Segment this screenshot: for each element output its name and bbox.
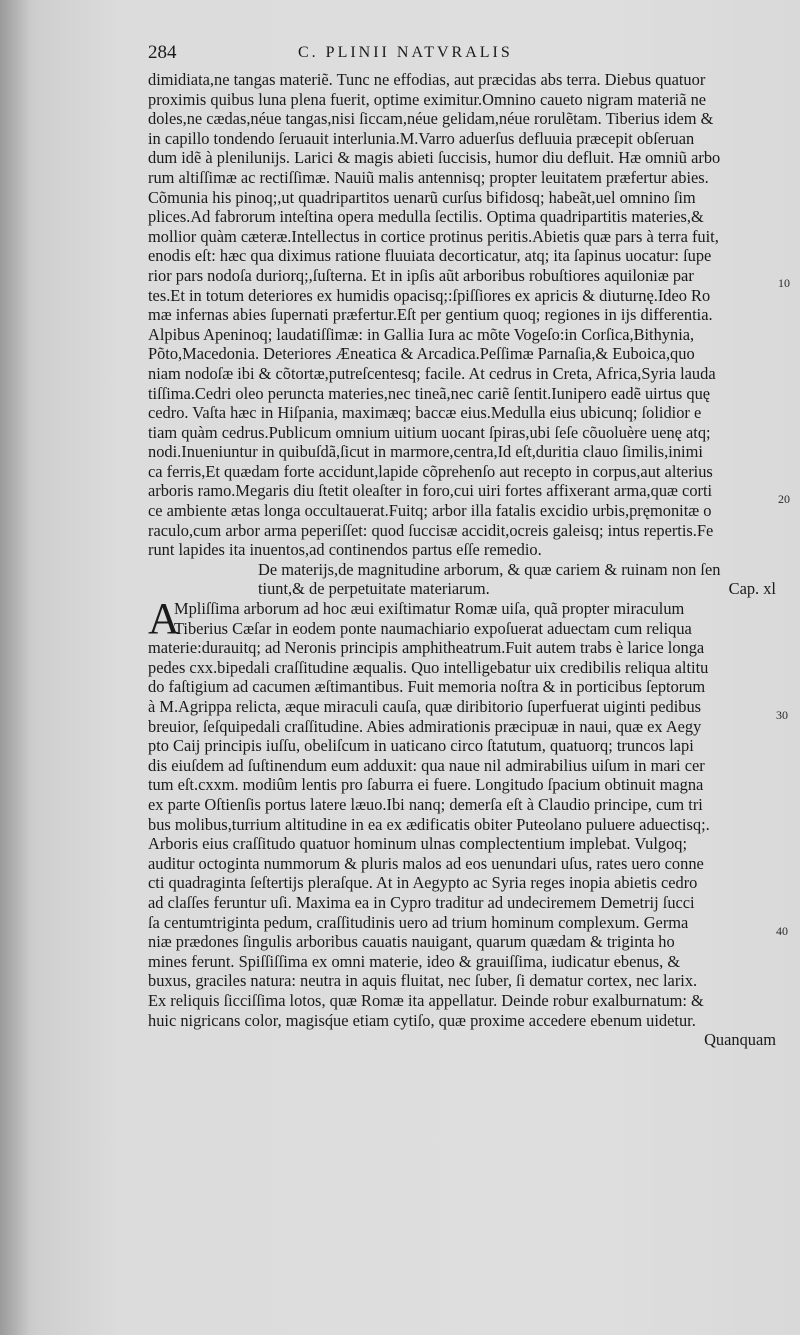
- text-line: bus molibus,turrium altitudine in ea ex ædificatis obiter Puteolano puluere aduectisq;.: [148, 814, 710, 834]
- text-line: dis eiuſdem ad ſuſtinendum eum adduxit: qua naue nil admirabilius uiſum in mari cer: [148, 755, 705, 775]
- text-line: nodi.Inueniuntur in quibuſdã,ſicut in marmore,centra,Id eſt,duritia clauo ſimilis,inimi: [148, 442, 703, 462]
- text-line: Põto,Macedonia. Deteriores Æneatica & Arcadica.Peſſimæ Parnaſia,& Euboica,quo: [148, 344, 695, 364]
- text-line: cedro. Vaſta hæc in Hiſpania, maximæq; baccæ eius.Medulla eius ubicunq; ſolidior e: [148, 403, 702, 423]
- text-line: proximis quibus luna plena fuerit, optime eximitur.Omnino caueto nigram materiã ne: [148, 89, 707, 109]
- catchword: Quanquam: [704, 1030, 776, 1050]
- chapter-heading-line: tiunt,& de perpetuitate materiarum.: [258, 579, 490, 599]
- text-line: ex parte Oſtienſis portus latere læuo.Ibi nanq; demerſa eſt à Claudio principe, cum tri: [148, 794, 703, 814]
- running-title: C. PLINII NATVRALIS: [298, 44, 513, 61]
- text-line: materie:durauitq; ad Neronis principis amphitheatrum.Fuit autem trabs è larice longa: [148, 638, 705, 658]
- text-line: niam nodoſæ ibi & cõtortæ,putreſcentesq; facile. At cedrus in Creta, Africa,Syria lauda: [148, 363, 716, 383]
- text-line: mæ infernas abies ſupernati præfertur.Eſt per gentium quoq; regiones in ijs differentia.: [148, 305, 713, 325]
- chapter-paragraph: [148, 638, 788, 1030]
- text-line: raculo,cum arbor arma peperiſſet: quod ſuccisæ accidit,ocreis galeisq; intus repertis.Fe: [148, 520, 714, 540]
- chapter-opening: [148, 594, 788, 644]
- text-line: tes.Et in totum deteriores ex humidis opacisq;:ſpiſſiores ex apricis & diuturnę.Ideo Ro: [148, 285, 711, 305]
- text-line: tiſſima.Cedri oleo peruncta materies,nec tineã,nec cariẽ ſentit.Iunipero eadẽ uirtus quę: [148, 383, 711, 403]
- margin-line-number: 40: [776, 924, 788, 938]
- text-line: Arboris eius craſſitudo quatuor hominum ulnas complectentium implebat. Vulgoq;: [148, 834, 688, 854]
- text-line: rum altiſſimæ ac rectiſſimæ. Nauiũ malis antennisq; propter leuitatem præfertur abies.: [148, 167, 709, 187]
- text-line: pedes cxx.bipedali craſſitudine æqualis. Quo intelligebatur uix credibilis reliqua altitu: [148, 657, 709, 677]
- text-line: ca ferris,Et quædam forte accidunt,lapide cõprehenſo aut recepto in corpus,aut alterius: [148, 461, 713, 481]
- text-line: doles,ne cædas,néue tangas,nisi ſiccam,néue gelidam,néue rorulẽtam. Tiberius idem &: [148, 109, 714, 129]
- text-line: mollior quàm cæteræ.Intellectus in cortice protinus peritis.Abietis quæ pars à terra fuit,: [148, 226, 719, 246]
- text-line: arboris ramo.Megaris diu ſtetit oleaſter in foro,cui uiri fortes affixerant arma,quæ corti: [148, 481, 713, 501]
- text-line: huic nigricans color, magisq́ue etiam cytiſo, quæ proxime accedere ebenum uidetur.: [148, 1010, 696, 1030]
- text-line: buxus, graciles natura: neutra in aquis fluitat, nec ſuber, ſi dematur cortex, nec larix.: [148, 971, 698, 991]
- text-line: do faſtigium ad cacumen æſtimantibus. Fuit memoria noſtra & in porticibus ſeptorum: [148, 677, 706, 697]
- text-line: plices.Ad fabrorum inteſtina opera medulla ſectilis. Optima quadripartitis materies,&: [148, 207, 704, 227]
- gutter-shadow: [0, 0, 30, 1335]
- chapter-heading: [148, 560, 788, 599]
- text-block: [148, 40, 788, 1050]
- text-line: rior pars nodoſa duriorq;,ſuſterna. Et in ipſis aũt arboribus robuſtiores aquiloniæ par: [148, 265, 694, 285]
- text-line: breuior, ſeſquipedali craſſitudine. Abies admirationis præcipuæ in naui, quæ ex Aegy: [148, 716, 702, 736]
- running-head: [148, 40, 788, 70]
- page-number: 284: [148, 42, 177, 63]
- text-line: ce ambiente ætas longa occultauerat.Fuitq; arbor illa fatalis excidio urbis,pręmonitæ o: [148, 501, 712, 521]
- text-line: cti quadraginta ſeſtertijs pleraſque. At in Aegypto ac Syria reges inopia abietis cedro: [148, 873, 698, 893]
- text-line: ad claſſes feruntur uſi. Maxima ea in Cypro traditur ad undeciremem Demetrij ſucci: [148, 892, 695, 912]
- text-line: ſa centumtriginta pedum, craſſitudinis uero ad trium hominum complexum. Germa: [148, 912, 689, 932]
- text-line: Ex reliquis ſicciſſima lotos, quæ Romæ ita appellatur. Deinde robur exalburnatum: &: [148, 990, 704, 1010]
- text-line: mines ferunt. Spiſſiſſima ex omni materie, ideo & grauiſſima, iudicatur ebenus, &: [148, 951, 681, 971]
- margin-line-number: 30: [776, 708, 788, 722]
- text-line: à M.Agrippa relicta, æque miraculi cauſa, quæ diribitorio ſuperfuerat uiginti pedibus: [148, 697, 702, 716]
- chapter-heading-line: De materijs,de magnitudine arborum, & quæ cariem & ruinam non ſen: [258, 559, 721, 579]
- margin-line-number: 10: [778, 276, 790, 290]
- text-line: auditur octoginta nummorum & pluris malos ad eos uenundari uſus, rates uero conne: [148, 853, 704, 873]
- text-line: dimidiata,ne tangas materiẽ. Tunc ne effodias, aut præcidas abs terra. Diebus quatuor: [148, 70, 706, 89]
- text-line: runt lapides ita inuentos,ad continendos partus eſſe remedio.: [148, 540, 542, 560]
- text-line: dum idẽ à plenilunijs. Larici & magis abieti ſuccisis, humor diu defluit. Hæ omniũ arbo: [148, 148, 721, 168]
- chapter-number: Cap. xl: [728, 579, 776, 599]
- margin-line-number: 20: [778, 492, 790, 506]
- text-line: in capillo tondendo ſeruauit interlunia.M.Varro aduerſus defluuia præcepit obſeruan: [148, 128, 695, 148]
- drop-cap-initial: A: [148, 594, 180, 644]
- text-line: tum eſt.cxxm. modiûm lentis pro ſaburra ei fuere. Longitudo ſpacium obtinuit magna: [148, 775, 704, 795]
- text-line: Tiberius Cæſar in eodem ponte naumachiario expoſuerat aduectam cum reliqua: [174, 618, 692, 638]
- text-line: Alpibus Apeninoq; laudatiſſimæ: in Gallia Iura ac mõte Vogeſo:in Corſica,Bithynia,: [148, 324, 695, 344]
- body-paragraph: [148, 70, 788, 560]
- text-line: enodis eſt: hæc qua diximus ratione fluuiata decorticatur, atq; ita ſapinus uocatur: ſupe: [148, 246, 712, 266]
- text-line: Mpliſſima arborum ad hoc æui exiſtimatur Romæ uiſa, quã propter miraculum: [174, 599, 685, 619]
- text-line: pto Caij principis iuſſu, obeliſcum in uaticano circo ſtatutum, quatuorq; truncos lapi: [148, 736, 694, 756]
- text-line: niæ prædones ſingulis arboribus cauatis nauigant, quarum quædam & triginta ho: [148, 932, 675, 952]
- text-line: Cõmunia his pinoq;,ut quadripartitos uenarũ curſus bifidosq; habeãt,uel omnino ſim: [148, 187, 696, 207]
- text-line: tiam quàm cedrus.Publicum omnium uitium uocant ſpiras,ubi ſeſe cõuoluère uenę atq;: [148, 422, 711, 442]
